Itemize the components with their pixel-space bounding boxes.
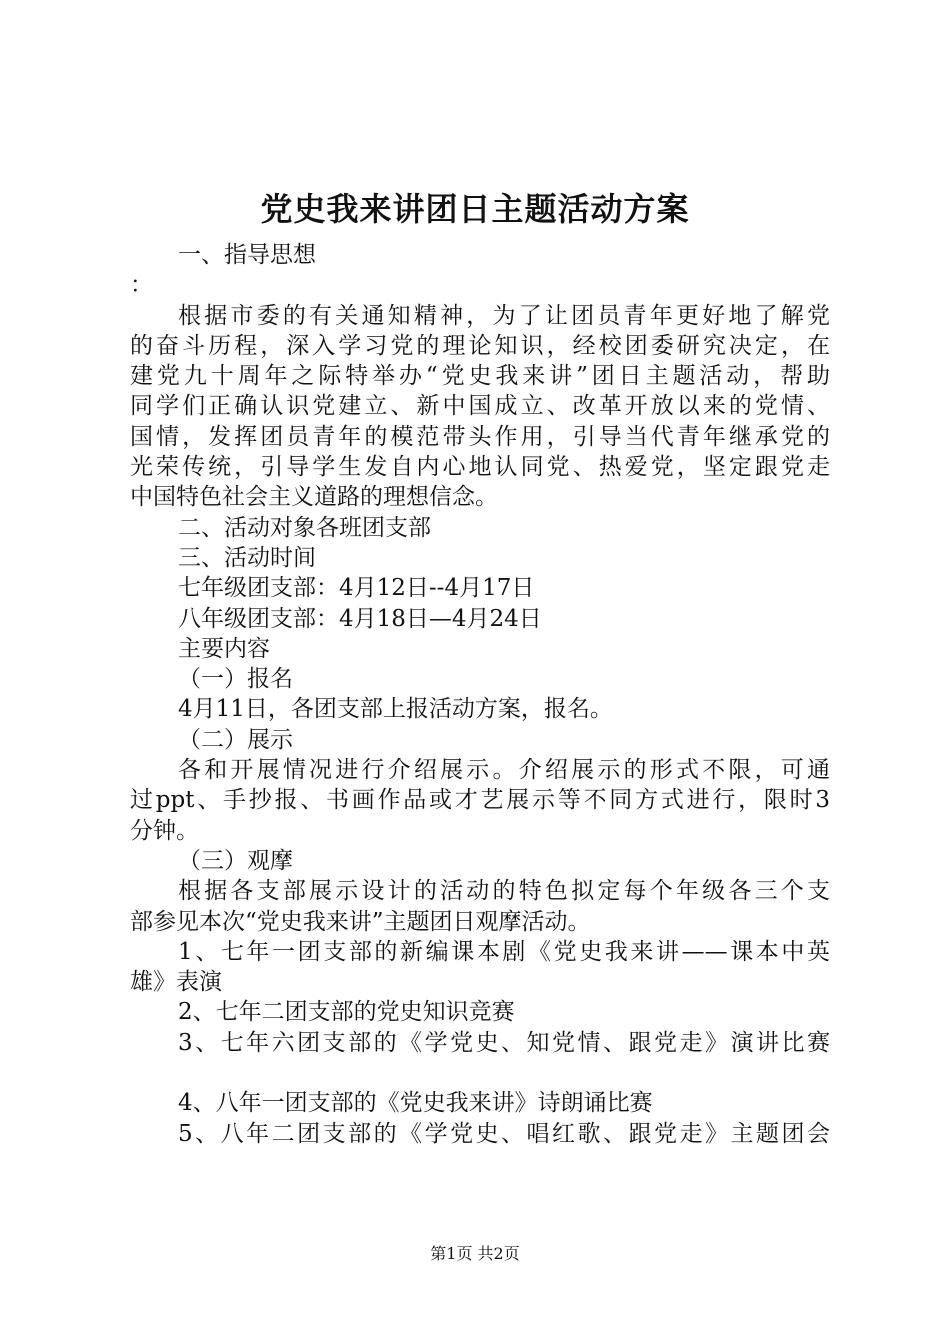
- text-line: 一、指导思想: [178, 242, 316, 268]
- text-line: 光荣传统，引导学生发自内心地认同党、热爱党，坚定跟党走: [130, 454, 830, 481]
- text-line: 中国特色社会主义道路的理想信念。: [130, 484, 498, 511]
- text-line: 部参见本次“党史我来讲”主题团日观摩活动。: [130, 908, 591, 935]
- text-line: ：: [130, 272, 153, 299]
- text-line: 4、八年一团支部的《党史我来讲》诗朗诵比赛: [178, 1090, 653, 1117]
- text-line: 建党九十周年之际特举办“党史我来讲”团日主题活动，帮助: [130, 363, 830, 390]
- text-line: 过ppt、手抄报、书画作品或才艺展示等不同方式进行，限时3: [130, 787, 830, 814]
- text-line: （三）观摩: [178, 847, 293, 874]
- text-line: （一）报名: [178, 666, 293, 693]
- text-line: 2、七年二团支部的党史知识竞赛: [178, 999, 515, 1026]
- text-line: 同学们正确认识党建立、新中国成立、改革开放以来的党情、: [130, 393, 830, 420]
- document-body: [130, 240, 830, 1149]
- blank-line: [130, 1058, 830, 1088]
- text-line: 根据各支部展示设计的活动的特色拟定每个年级各三个支: [178, 878, 830, 905]
- text-line: 二、活动对象各班团支部: [178, 514, 431, 541]
- text-line: 三、活动时间: [178, 544, 316, 571]
- text-line: （二）展示: [178, 726, 293, 753]
- text-line: 的奋斗历程，深入学习党的理论知识，经校团委研究决定，在: [130, 332, 830, 359]
- text-line: 1、七年一团支部的新编课本剧《党史我来讲——课本中英: [178, 938, 830, 965]
- text-line: 3、七年六团支部的《学党史、知党情、跟党走》演讲比赛: [178, 1029, 830, 1056]
- text-line: 4月11日，各团支部上报活动方案，报名。: [178, 696, 613, 723]
- text-line: 八年级团支部：4月18日—4月24日: [178, 605, 542, 632]
- text-line: 分钟。: [130, 817, 199, 844]
- text-line: 雄》表演: [130, 969, 222, 996]
- page-footer: 第1页 共2页: [430, 1244, 520, 1263]
- text-line: 国情，发挥团员青年的模范带头作用，引导当代青年继承党的: [130, 423, 830, 450]
- text-line: 根据市委的有关通知精神，为了让团员青年更好地了解党: [178, 302, 830, 329]
- text-line: 七年级团支部：4月12日--4月17日: [178, 575, 535, 602]
- text-line: 5、八年二团支部的《学党史、唱红歌、跟党走》主题团会: [178, 1120, 830, 1147]
- text-line: 各和开展情况进行介绍展示。介绍展示的形式不限，可通: [178, 757, 830, 784]
- page-title: 党史我来讲团日主题活动方案: [260, 190, 690, 228]
- text-line: 主要内容: [178, 635, 270, 662]
